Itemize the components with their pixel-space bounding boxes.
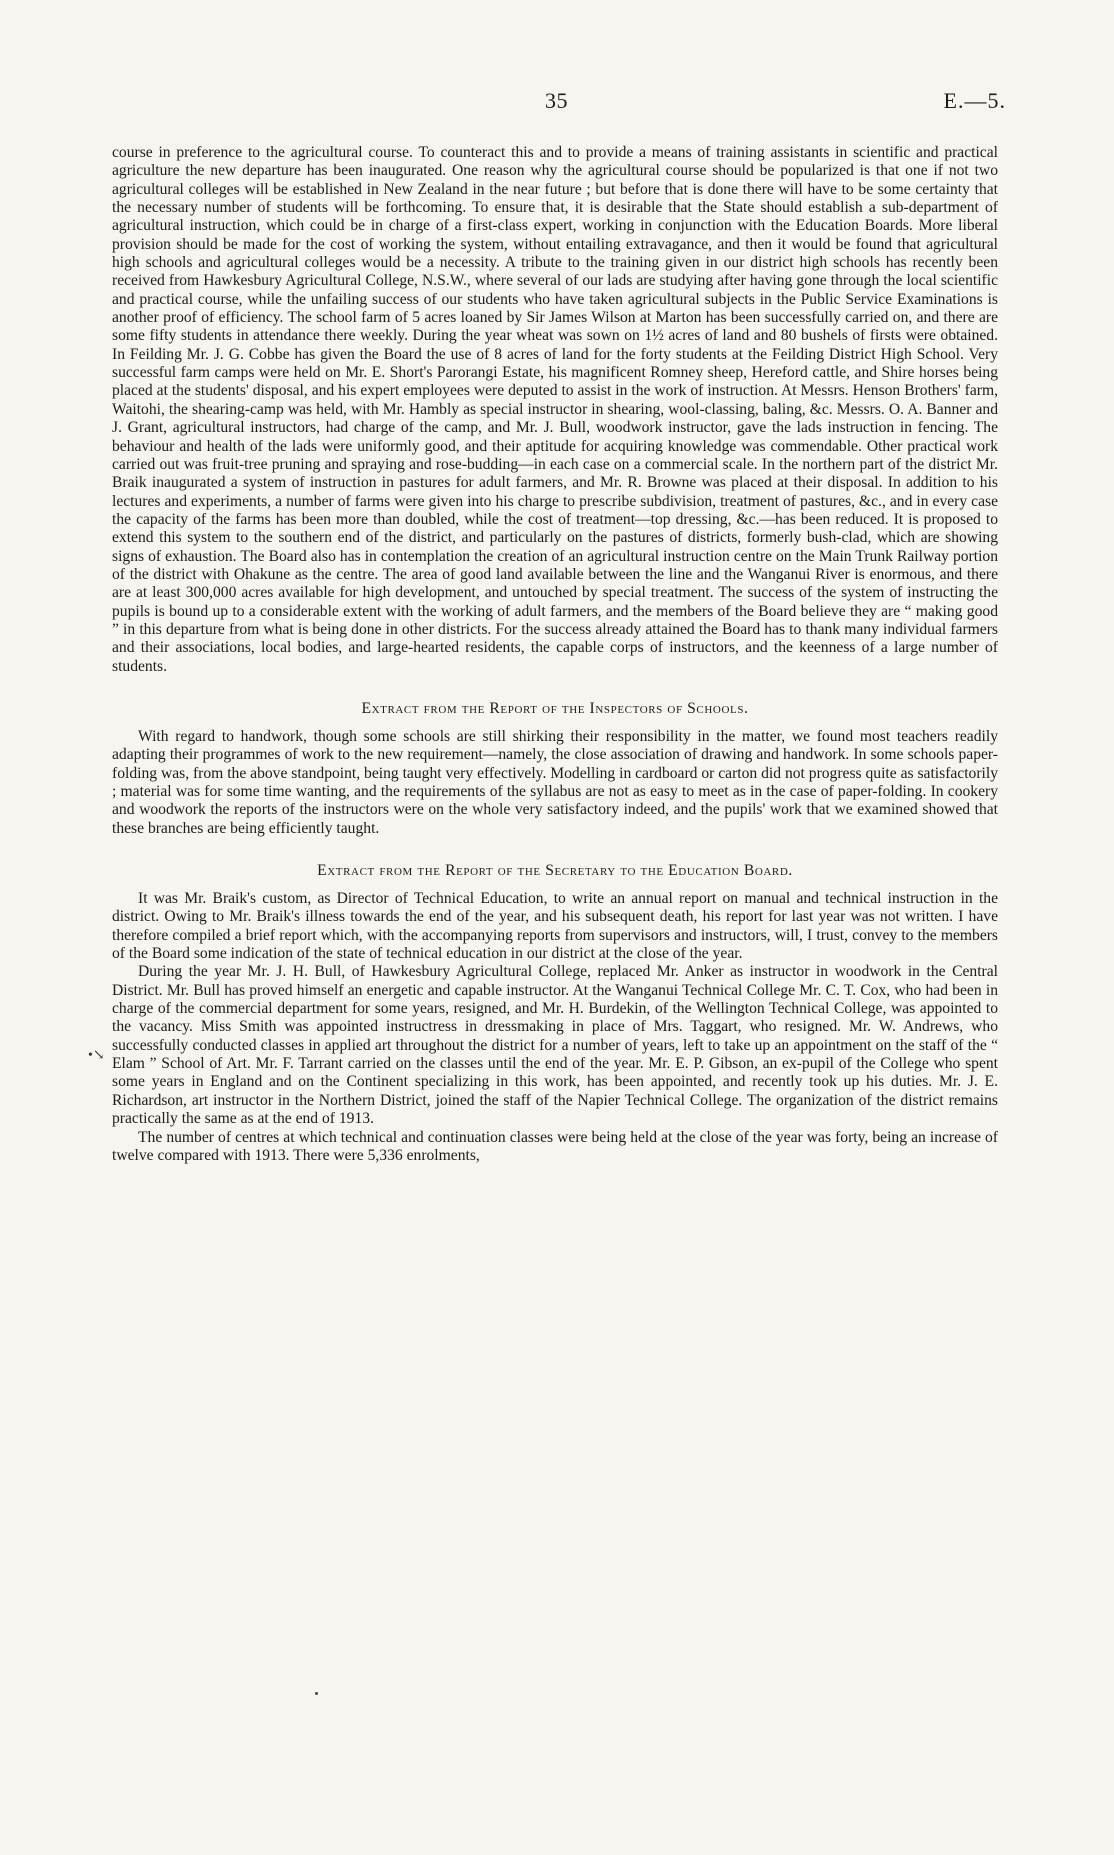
page-number: 35 — [545, 88, 568, 113]
paragraph-staff-changes: During the year Mr. J. H. Bull, of Hawkesbury Agricultural College, replaced Mr. Anker as instructor in woodwork in the Central District. Mr. Bull has proved himself an energetic and capable instructor. At the Wanganui Technical College Mr. C. T. Cox, who had been in charge of the commercial department for some years, resigned, and Mr. H. Burdekin, of the Wellington Technical College, was appointed to the vacancy. Miss Smith was appointed instructress in dressmaking in place of Mrs. Taggart, who resigned. Mr. W. Andrews, who successfully conducted classes in applied art throughout the district for a number of years, left to take up an appointment on the staff of the “ Elam ” School of Art. Mr. F. Tarrant carried on the classes until the end of the year. Mr. E. P. Gibson, an ex-pupil of the College who spent some years in England and on the Continent specializing in this work, has been appointed, and recently took up his duties. Mr. J. E. Richardson, art instructor in the Northern District, joined the staff of the Napier Technical College. The organization of the district remains practically the same as at the end of 1913. — [112, 963, 998, 1128]
document-reference: E.—5. — [943, 88, 1006, 113]
document-body — [112, 144, 998, 1165]
paragraph-handwork: With regard to handwork, though some schools are still shirking their responsibility in the matter, we found most teachers readily adapting their programmes of work to the new requirement—namely, the close association of drawing and handwork. In some schools paper-folding was, from the above standpoint, being taught very effectively. Modelling in cardboard or carton did not progress quite as satisfactorily ; material was for some time wanting, and the requirements of the syllabus are not as easy to meet as in the case of paper-folding. In cookery and woodwork the reports of the instructors were on the whole very satisfactory indeed, and the pupils' work that we examined showed that these branches are being efficiently taught. — [112, 727, 999, 837]
page-header — [0, 88, 1114, 118]
paragraph-centres-enrolments: The number of centres at which technical and continuation classes were being held at the close of the year was forty, being an increase of twelve compared with 1913. There were 5,336 enrolments, — [112, 1128, 998, 1164]
paragraph-director-report: It was Mr. Braik's custom, as Director of Technical Education, to write an annual report on manual and technical instruction in the district. Owing to Mr. Braik's illness towards the end of the year, and his subsequent death, his report for last year was not written. I have therefore compiled a brief report which, with the accompanying reports from supervisors and instructors, will, I trust, convey to the members of the Board some indication of the state of technical education in our district at the close of the year. — [112, 890, 998, 963]
section-heading-secretary-report: Extract from the Report of the Secretary to the Education Board. — [317, 862, 793, 880]
print-speck — [315, 1692, 318, 1695]
section-heading-inspectors-report: Extract from the Report of the Inspectors of Schools. — [361, 699, 749, 717]
margin-annotation-mark: •↘ — [88, 1048, 105, 1063]
paragraph-agricultural-course: course in preference to the agricultural course. To counteract this and to provide a means of training assistants in scientific and practical agriculture the new departure has been inaugurated. One reason why the agricultural course should be popularized is that one if not two agricultural colleges will be established in New Zealand in the near future ; but before that is done there will have to be some certainty that the necessary number of students will be forthcoming. To ensure that, it is desirable that the State should establish a sub-department of agricultural instruction, which could be in charge of a first-class expert, working in conjunction with the Education Boards. More liberal provision should be made for the cost of working the system, without entailing extravagance, and then it would be found that agricultural high schools and agricultural colleges would be a necessity. A tribute to the training given in our district high schools has recently been received from Hawkesbury Agricultural College, N.S.W., where several of our lads are studying after having gone through the local scientific and practical course, while the unfailing success of our students who have taken agricultural subjects in the Public Service Examinations is another proof of efficiency. The school farm of 5 acres loaned by Sir James Wilson at Marton has been successfully carried on, and there are some fifty students in attendance there weekly. During the year wheat was sown on 1½ acres of land and 80 bushels of firsts were obtained. In Feilding Mr. J. G. Cobbe has given the Board the use of 8 acres of land for the forty students at the Feilding District High School. Very successful farm camps were held on Mr. E. Short's Parorangi Estate, his magnificent Romney sheep, Hereford cattle, and Shire horses being placed at the students' disposal, and his expert employees were deputed to assist in the work of instruction. At Messrs. Henson Brothers' farm, Waitohi, the shearing-camp was held, with Mr. Hambly as special instructor in shearing, wool-classing, baling, &c. Messrs. O. A. Banner and J. Grant, agricultural instructors, had charge of the camp, and Mr. J. Bull, woodwork instructor, gave the lads instruction in fencing. The behaviour and health of the lads were uniformly good, and their aptitude for acquiring knowledge was commendable. Other practical work carried out was fruit-tree pruning and spraying and rose-budding—in each case on a commercial scale. In the northern part of the district Mr. Braik inaugurated a system of instruction in pastures for adult farmers, and Mr. R. Browne was placed at their disposal. In addition to his lectures and experiments, a number of farms were given into his charge to prescribe subdivision, treatment of pastures, &c., and in every case the capacity of the farms has been more than doubled, while the cost of treatment—top dressing, &c.—has been reduced. It is proposed to extend this system to the southern end of the district, and particularly on the pastures of districts, formerly bush-clad, which are showing signs of exhaustion. The Board also has in contemplation the creation of an agricultural instruction centre on the Main Trunk Railway portion of the district with Ohakune as the centre. The area of good land available between the line and the Wanganui River is enormous, and there are at least 300,000 acres available for high development, and untouched by special treatment. The success of the system of instructing the pupils is bound up to a considerable extent with the working of adult farmers, and the members of the Board believe they are “ making good ” in this departure from what is being done in other districts. For the success already attained the Board has to thank many individual farmers and their associations, local bodies, and large-hearted residents, the capable corps of instructors, and the keenness of a large number of students. — [112, 144, 998, 675]
